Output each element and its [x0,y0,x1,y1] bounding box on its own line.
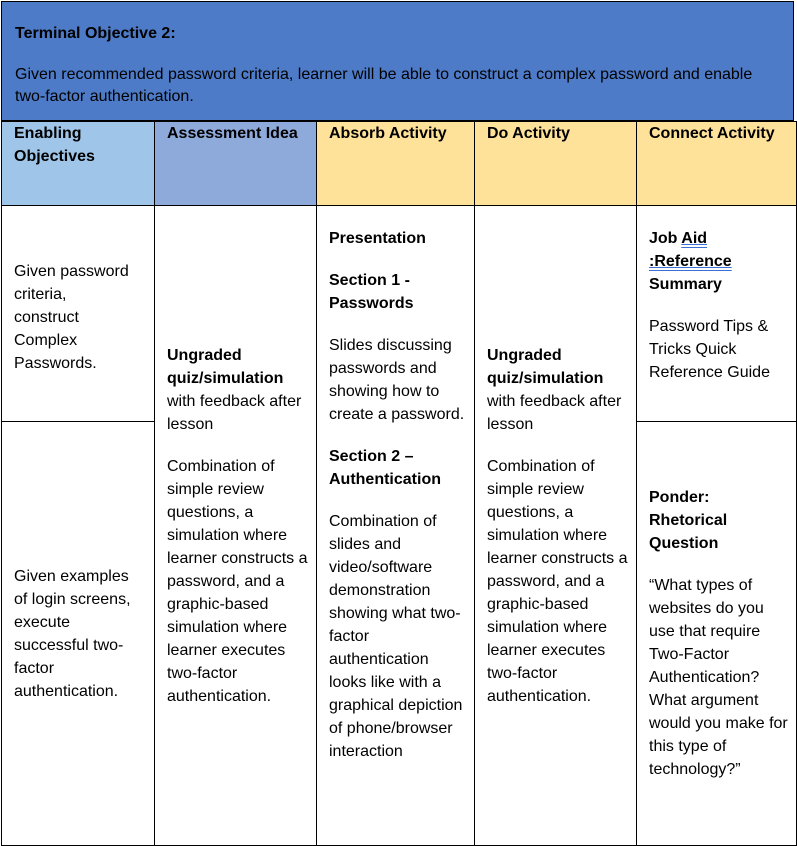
absorb-heading: Presentation [329,230,426,247]
assessment-idea-cell [155,206,317,846]
assessment-feedback: with feedback after lesson [167,392,302,433]
assessment-summary [167,344,308,436]
activity-table [1,121,797,846]
table-row [2,206,797,422]
assessment-type: Ungraded quiz/simulation [167,346,284,387]
assessment-detail: Combination of simple review questions, a simulation where learner constructs a password, and a graphic-based simulation where learner executes two-factor authentication. [167,457,308,705]
ponder-title: Ponder: Rhetorical Question [649,489,728,552]
do-feedback: with feedback after lesson [487,392,622,433]
terminal-objective-title: Terminal Objective 2: [15,25,176,42]
header-do-activity: Do Activity [475,122,637,206]
job-aid-title [649,227,788,296]
enabling-objective-cell [2,206,155,422]
do-detail: Combination of simple review questions, a simulation where learner constructs a password, and a graphic-based simulation where learner executes two-factor authentication. [487,457,628,705]
job-aid-title-part: Job [649,230,682,247]
terminal-objective-description: Given recommended password criteria, learner will be able to construct a complex password and enable two-factor authentication. [15,66,753,105]
job-aid-title-end: Summary [649,276,722,293]
do-activity-cell [475,206,637,846]
absorb-section1-text: Slides discussing passwords and showing how to create a password. [329,337,465,423]
header-assessment-idea: Assessment Idea [155,122,317,206]
do-type: Ungraded quiz/simulation [487,346,604,387]
job-aid-title-underlined: Aid :Reference [649,230,732,270]
connect-activity-cell [637,206,797,422]
do-summary [487,344,628,436]
absorb-section2-text: Combination of slides and video/software demonstration showing what two-factor authentication looks like with a graphical depiction of phone/browser interaction [329,513,463,760]
header-enabling-objectives: Enabling Objectives [2,122,155,206]
header-absorb-activity: Absorb Activity [317,122,475,206]
enabling-objective-text: Given password criteria, construct Complex Passwords. [14,263,129,372]
absorb-section1-title: Section 1 - Passwords [329,272,414,312]
table-header-row [2,122,797,206]
header-connect-activity: Connect Activity [637,122,797,206]
job-aid-text: Password Tips & Tricks Quick Reference Guide [649,318,770,381]
absorb-section2-title: Section 2 – Authentication [329,448,441,488]
enabling-objective-cell [2,422,155,846]
ponder-question: “What types of websites do you use that require Two-Factor Authentication? What argument would you make for this type of technology?” [649,577,788,778]
absorb-activity-cell [317,206,475,846]
enabling-objective-text: Given examples of login screens, execute successful two-factor authentication. [14,567,131,700]
connect-activity-cell [637,422,797,846]
terminal-objective-banner [1,1,794,121]
